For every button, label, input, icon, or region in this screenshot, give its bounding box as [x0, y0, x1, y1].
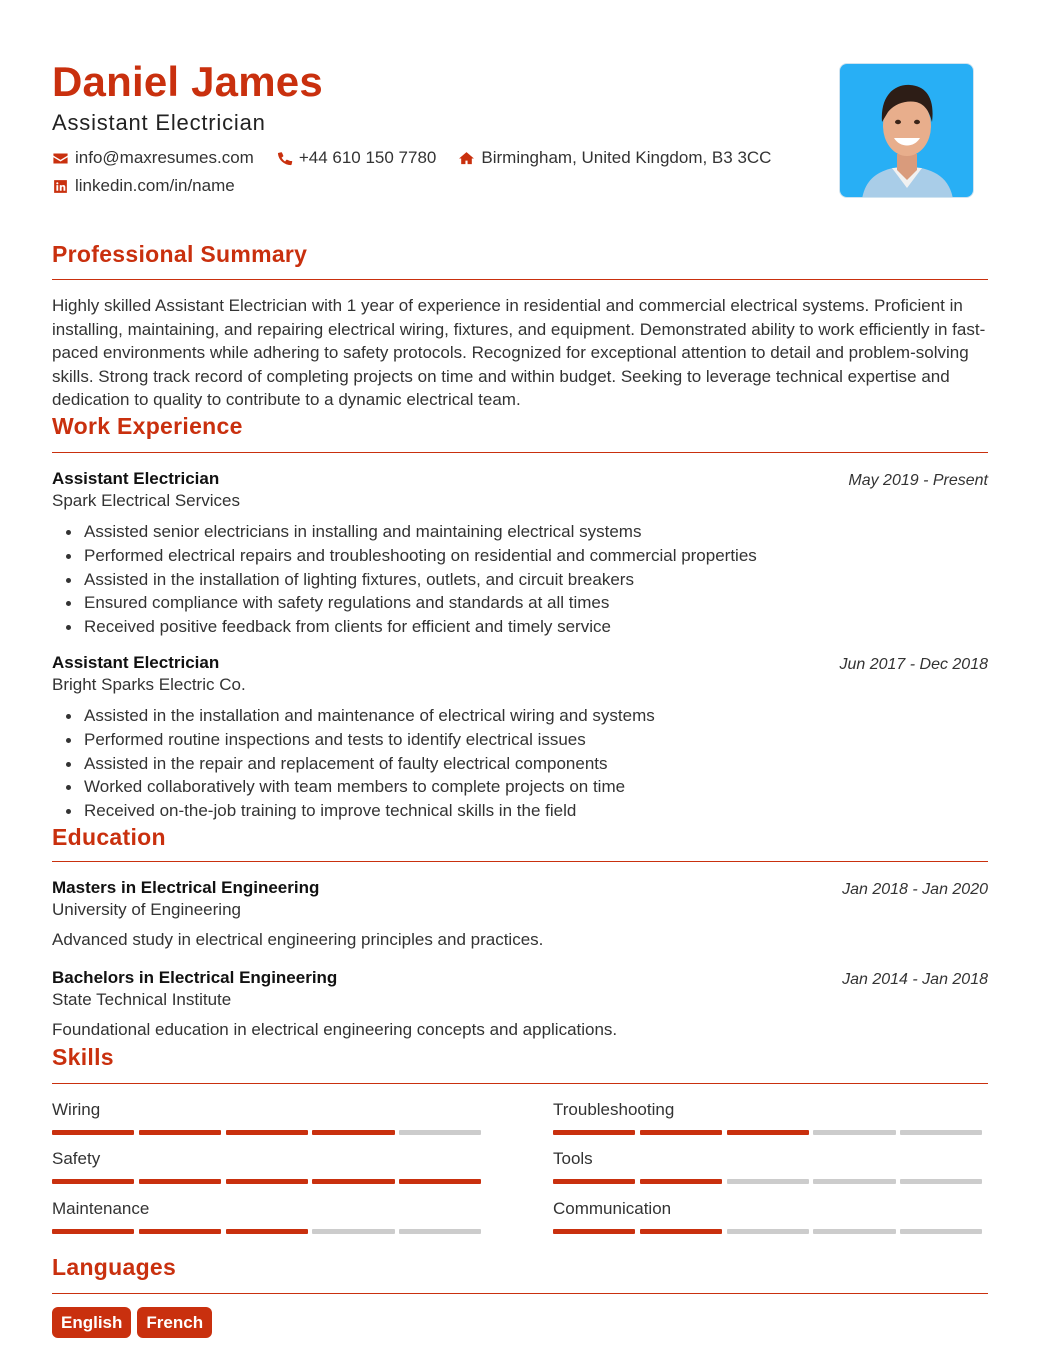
- skill-segment-empty: [900, 1179, 982, 1184]
- school-name: State Technical Institute: [52, 990, 232, 1009]
- skill-name: Wiring: [52, 1100, 101, 1119]
- summary-text: Highly skilled Assistant Electrician with 1 year of experience in residential and commercial electrical systems. Proficient in installing, maintaining, and repairing electrical wiring, fixtures, and equipment. Demonstrated ability to work efficiently in fast-paced environments while adhering to safety protocols. Recognized for exceptional attention to detail and problem-solving skills. Strong track record of completing projects on time and within budget. Seeking to leverage technical expertise and dedication to quality to contribute to a dynamic electrical team.: [52, 296, 986, 409]
- education-description: Foundational education in electrical engineering concepts and applications.: [52, 1020, 618, 1039]
- email-text: info@maxresumes.com: [75, 148, 254, 167]
- skill-item: [52, 1198, 486, 1234]
- skill-level-bar: [553, 1179, 987, 1184]
- job-title: Assistant Electrician: [52, 469, 220, 488]
- language-badge: French: [137, 1307, 212, 1338]
- skill-level-bar: [52, 1229, 486, 1234]
- skill-name: Communication: [553, 1199, 672, 1218]
- skill-segment-filled: [52, 1229, 134, 1234]
- skill-segment-filled: [139, 1229, 221, 1234]
- contact-row: [52, 148, 793, 168]
- phone-icon: [276, 150, 293, 167]
- education-dates: Jan 2018 - Jan 2020: [842, 881, 988, 898]
- skill-level-bar: [553, 1229, 987, 1234]
- skill-segment-empty: [399, 1130, 481, 1135]
- job-bullets: [52, 520, 988, 639]
- contact-phone[interactable]: [276, 148, 437, 168]
- section-divider: [52, 452, 988, 453]
- degree-title: Bachelors in Electrical Engineering: [52, 968, 338, 987]
- section-heading: Professional Summary: [52, 241, 308, 267]
- skill-segment-filled: [139, 1179, 221, 1184]
- skill-level-bar: [52, 1179, 486, 1184]
- skill-segment-empty: [813, 1179, 895, 1184]
- list-item: Assisted in the installation of lighting fixtures, outlets, and circuit breakers: [64, 568, 988, 592]
- list-item: Ensured compliance with safety regulations and standards at all times: [64, 591, 988, 615]
- section-heading: Education: [52, 824, 166, 850]
- language-list: [52, 1307, 218, 1338]
- list-item: Performed routine inspections and tests to identify electrical issues: [64, 728, 988, 752]
- skill-item: [553, 1148, 987, 1184]
- education-entry: [52, 877, 988, 951]
- skill-segment-filled: [640, 1179, 722, 1184]
- contact-row: [52, 176, 257, 196]
- skill-segment-filled: [640, 1130, 722, 1135]
- job-bullets: [52, 704, 988, 823]
- skills-section: [52, 1044, 988, 1070]
- linkedin-icon: [52, 178, 69, 195]
- location-text: Birmingham, United Kingdom, B3 3CC: [481, 148, 772, 167]
- job-entry: [52, 652, 988, 823]
- skill-segment-filled: [226, 1229, 308, 1234]
- contact-linkedin[interactable]: [52, 176, 235, 196]
- degree-title: Masters in Electrical Engineering: [52, 878, 320, 897]
- job-dates: Jun 2017 - Dec 2018: [839, 656, 988, 673]
- list-item: Assisted in the installation and maintenance of electrical wiring and systems: [64, 704, 988, 728]
- skill-segment-filled: [226, 1130, 308, 1135]
- skill-segment-filled: [399, 1179, 481, 1184]
- candidate-title: Assistant Electrician: [52, 110, 266, 135]
- education-dates: Jan 2014 - Jan 2018: [842, 971, 988, 988]
- skill-segment-filled: [226, 1179, 308, 1184]
- list-item: Received on-the-job training to improve technical skills in the field: [64, 799, 988, 823]
- skill-level-bar: [52, 1130, 486, 1135]
- language-badge: English: [52, 1307, 131, 1338]
- education-description: Advanced study in electrical engineering principles and practices.: [52, 930, 544, 949]
- job-company: Bright Sparks Electric Co.: [52, 675, 246, 694]
- list-item: Assisted senior electricians in installing and maintaining electrical systems: [64, 520, 988, 544]
- job-title: Assistant Electrician: [52, 653, 220, 672]
- skill-segment-filled: [139, 1130, 221, 1135]
- list-item: Received positive feedback from clients for efficient and timely service: [64, 615, 988, 639]
- skill-segment-empty: [900, 1130, 982, 1135]
- skill-segment-empty: [727, 1229, 809, 1234]
- envelope-icon: [52, 150, 69, 167]
- skill-item: [52, 1148, 486, 1184]
- skill-segment-filled: [727, 1130, 809, 1135]
- skill-segment-empty: [813, 1229, 895, 1234]
- experience-section: [52, 413, 988, 439]
- section-divider: [52, 861, 988, 862]
- job-company: Spark Electrical Services: [52, 491, 241, 510]
- profile-photo: [839, 63, 974, 198]
- list-item: Performed electrical repairs and troubleshooting on residential and commercial properties: [64, 544, 988, 568]
- skill-segment-empty: [399, 1229, 481, 1234]
- contact-location: [458, 148, 771, 168]
- job-entry: [52, 468, 988, 639]
- section-heading: Work Experience: [52, 413, 243, 439]
- list-item: Worked collaboratively with team members to complete projects on time: [64, 775, 988, 799]
- contact-email[interactable]: [52, 148, 254, 168]
- resume-page: [52, 0, 988, 1332]
- skill-segment-filled: [553, 1179, 635, 1184]
- skill-name: Maintenance: [52, 1199, 150, 1218]
- skill-segment-empty: [813, 1130, 895, 1135]
- section-heading: Skills: [52, 1044, 114, 1070]
- skill-item: [52, 1099, 486, 1135]
- skill-name: Tools: [553, 1149, 593, 1168]
- candidate-name: Daniel James: [52, 58, 323, 105]
- skill-name: Safety: [52, 1149, 101, 1168]
- skill-item: [553, 1198, 987, 1234]
- phone-text: +44 610 150 7780: [298, 148, 437, 167]
- skill-segment-filled: [640, 1229, 722, 1234]
- education-entry: [52, 967, 988, 1041]
- skill-segment-empty: [312, 1229, 394, 1234]
- education-section: [52, 824, 988, 850]
- section-heading: Languages: [52, 1254, 177, 1280]
- section-divider: [52, 1083, 988, 1084]
- school-name: University of Engineering: [52, 900, 241, 919]
- job-dates: May 2019 - Present: [848, 472, 988, 489]
- skill-segment-filled: [52, 1179, 134, 1184]
- list-item: Assisted in the repair and replacement of faulty electrical components: [64, 752, 988, 776]
- section-divider: [52, 1293, 988, 1294]
- languages-section: [52, 1254, 988, 1280]
- resume-header: [52, 0, 988, 220]
- skill-segment-empty: [900, 1229, 982, 1234]
- section-divider: [52, 279, 988, 280]
- skill-level-bar: [553, 1130, 987, 1135]
- skill-item: [553, 1099, 987, 1135]
- home-icon: [458, 150, 475, 167]
- linkedin-text: linkedin.com/in/name: [75, 176, 235, 195]
- skill-segment-empty: [727, 1179, 809, 1184]
- skill-segment-filled: [52, 1130, 134, 1135]
- skill-segment-filled: [553, 1130, 635, 1135]
- summary-section: [52, 241, 988, 267]
- skill-segment-filled: [312, 1130, 394, 1135]
- skill-segment-filled: [553, 1229, 635, 1234]
- skill-segment-filled: [312, 1179, 394, 1184]
- skill-name: Troubleshooting: [553, 1100, 675, 1119]
